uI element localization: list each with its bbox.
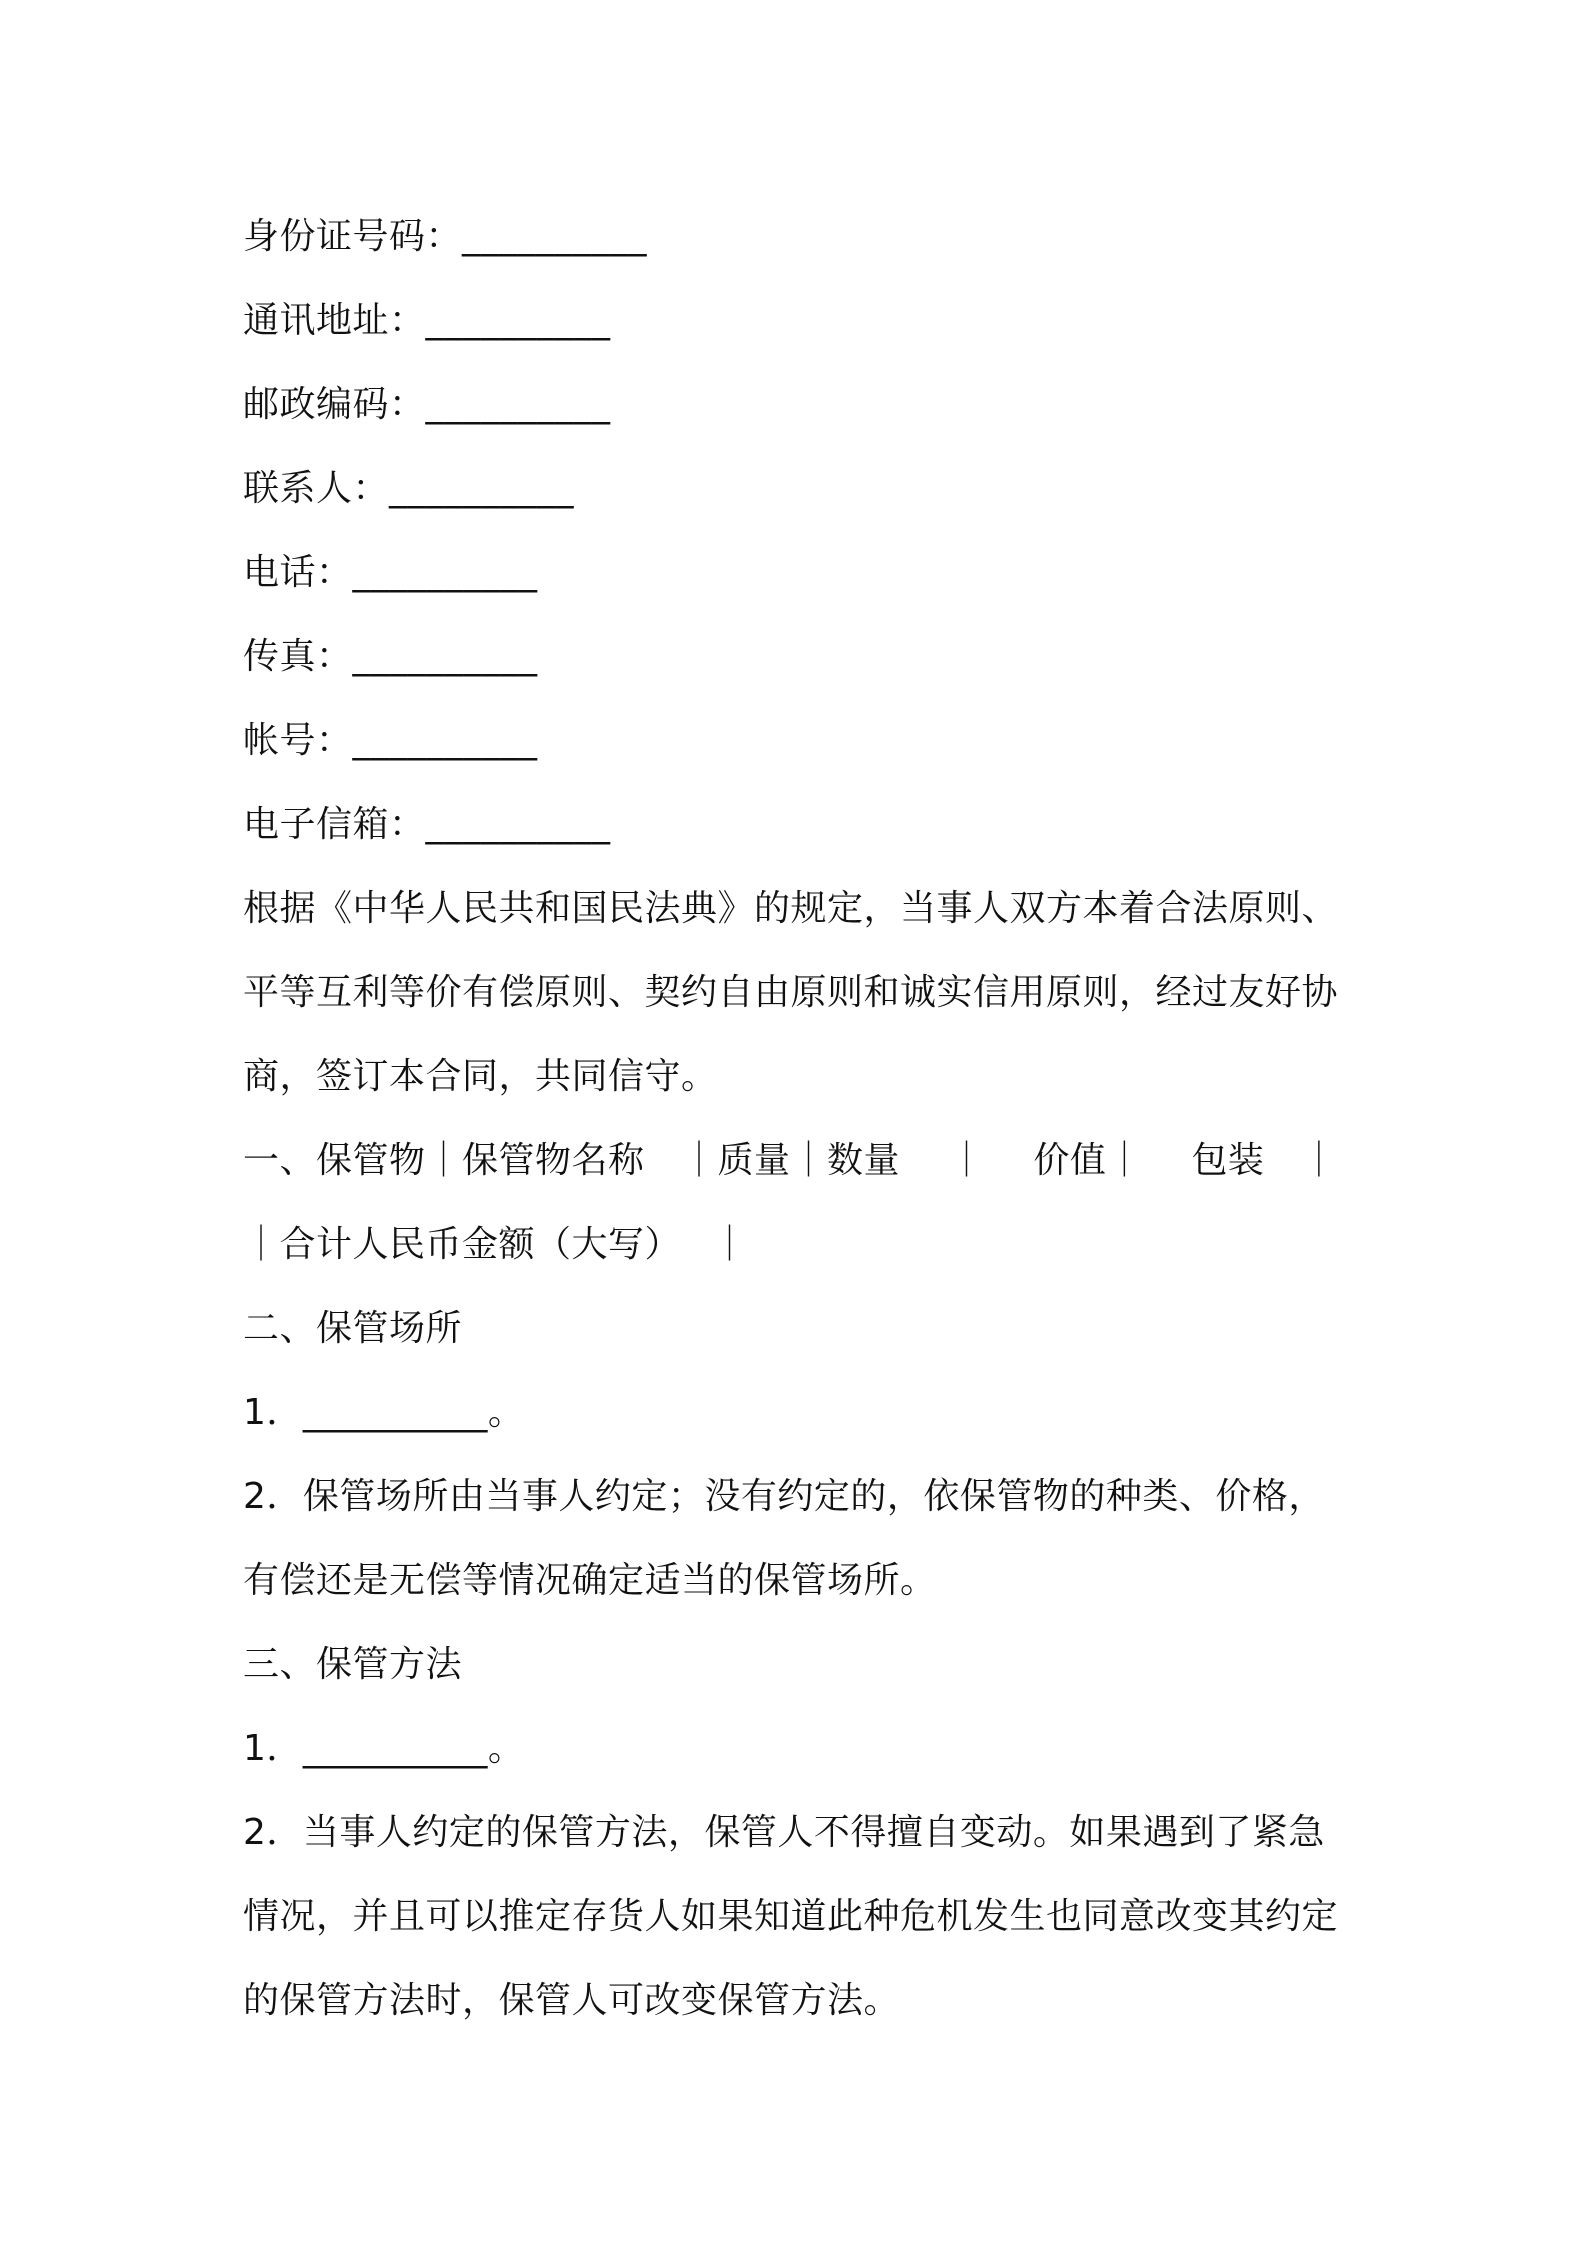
field-fax [243,615,1363,699]
document-body [243,195,1363,2043]
section-2-item-1: 1．__________。 [243,1392,525,1433]
field-address [243,279,1363,363]
section-3-item-2-line-3: 的保管方法时，保管人可改变保管方法。 [243,1980,901,2021]
field-blank: __________ [352,552,538,593]
section-2-heading: 二、保管场所 [243,1308,463,1349]
field-blank: __________ [352,636,538,677]
intro-line-3: 商，签订本合同，共同信守。 [243,1056,718,1097]
field-label: 帐号： [243,720,353,761]
field-label: 电话： [243,552,353,593]
section-2-item-2-line-2: 有偿还是无偿等情况确定适当的保管场所。 [243,1560,937,1601]
intro-line-1: 根据《中华人民共和国民法典》的规定，当事人双方本着合法原则、 [243,888,1339,929]
section-2-item-2-line-1: 2．保管场所由当事人约定；没有约定的，依保管物的种类、价格， [243,1476,1325,1517]
section-3-item-2-line-1: 2．当事人约定的保管方法，保管人不得擅自变动。如果遇到了紧急 [243,1812,1325,1853]
field-phone [243,531,1363,615]
field-label: 邮政编码： [243,384,426,425]
section-1-heading: 一、保管物 [243,1140,426,1181]
field-blank: __________ [425,384,611,425]
field-blank: __________ [425,804,611,845]
field-label: 联系人： [243,468,390,509]
field-label: 电子信箱： [243,804,426,845]
section-3-item-1: 1．__________。 [243,1728,525,1769]
field-label: 通讯地址： [243,300,426,341]
goods-table-header: ｜保管物名称 ｜质量｜数量 ｜ 价值｜ 包装 ｜ [425,1140,1338,1181]
section-3-heading: 三、保管方法 [243,1644,463,1685]
field-label: 身份证号码： [243,216,463,257]
goods-table-total-row: ｜合计人民币金额（大写） ｜ [243,1224,748,1265]
section-1-heading-row [243,1119,1363,1203]
field-blank: __________ [425,300,611,341]
field-email [243,783,1363,867]
field-blank: __________ [352,720,538,761]
intro-line-2: 平等互利等价有偿原则、契约自由原则和诚实信用原则，经过友好协 [243,972,1339,1013]
field-blank: __________ [389,468,575,509]
field-id-number [243,195,1363,279]
field-postcode [243,363,1363,447]
field-account [243,699,1363,783]
field-label: 传真： [243,636,353,677]
field-blank: __________ [462,216,648,257]
field-contact [243,447,1363,531]
section-3-item-2-line-2: 情况，并且可以推定存货人如果知道此种危机发生也同意改变其约定 [243,1896,1339,1937]
